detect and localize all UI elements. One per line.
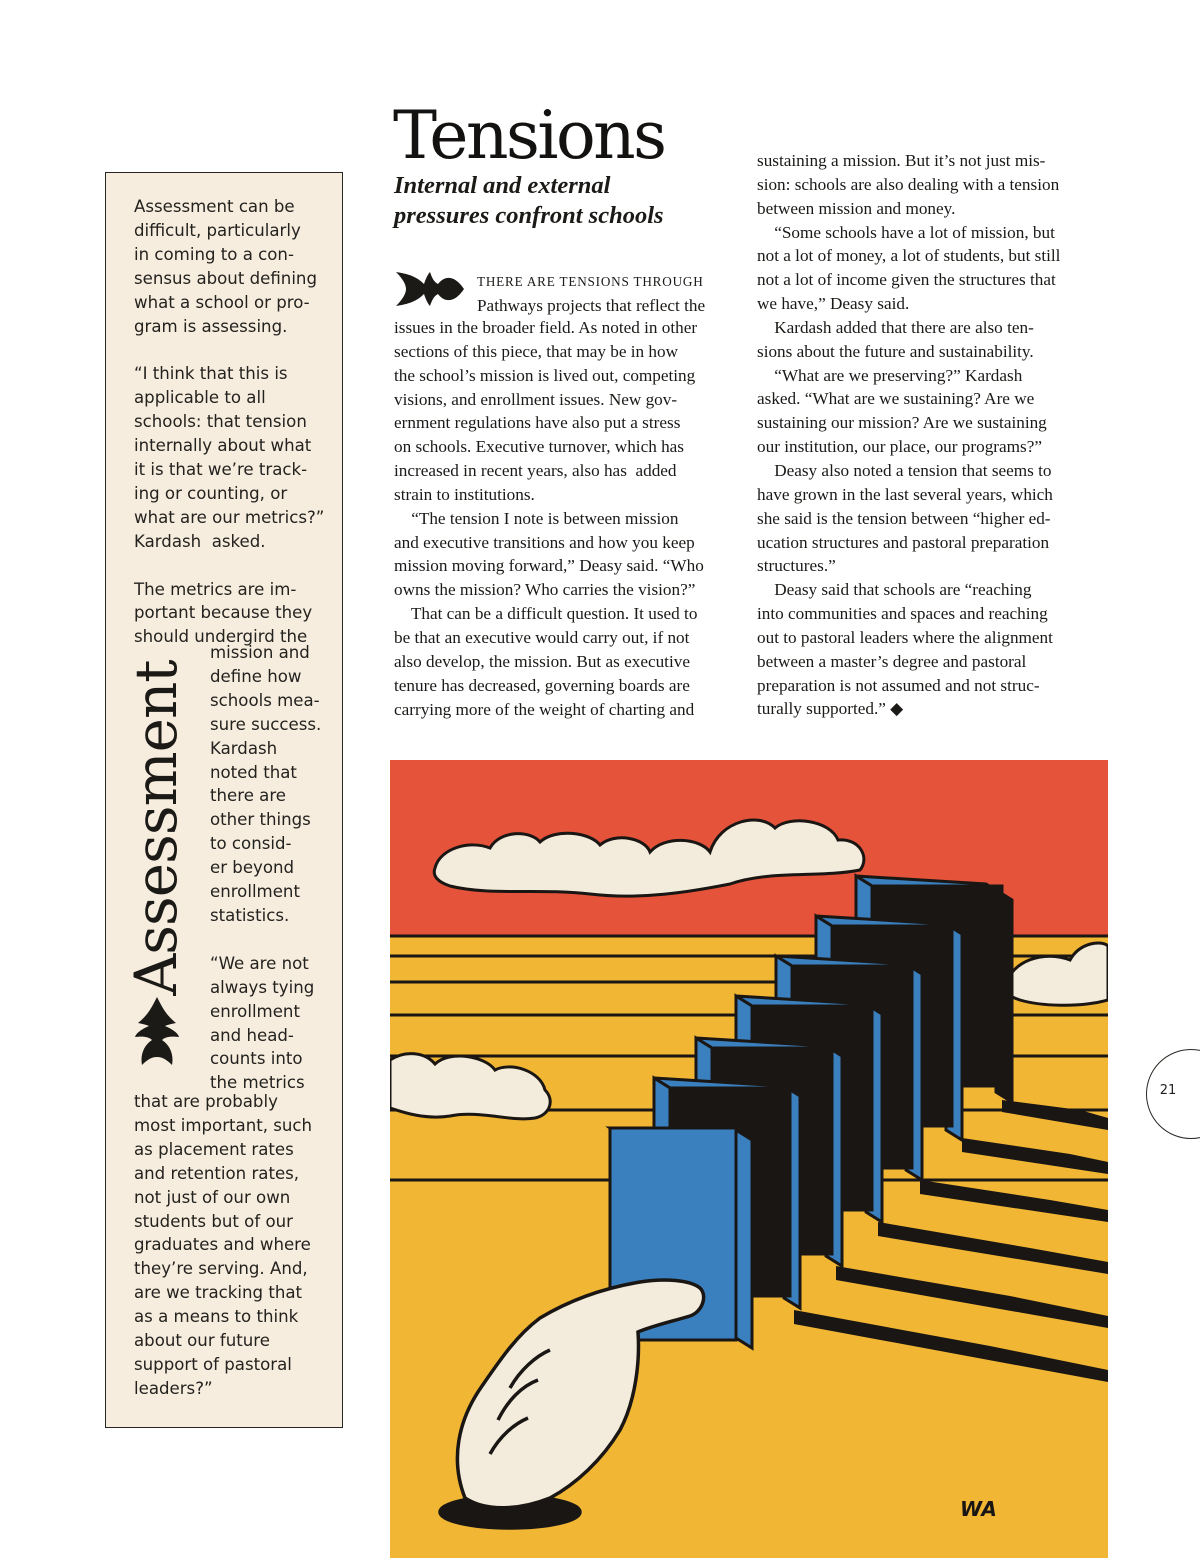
sidebar-text-top: Assessment can be difficult, particularly in coming to a con- sensus about defining what a school or pro- gram is assessing. “I think that this is applicable to all schools: that tension internally about what it is that we’re track- ing or counting, or what are our metrics?” Kardash asked. The metrics are im- portant because they should undergird the [134,197,325,647]
article-subtitle: Internal and external pressures confront schools [394,172,664,229]
page-number-tab [1146,1049,1200,1139]
lead-continuation: Pathways projects that reflect the [477,295,706,315]
article-lead [477,269,705,318]
article-column-2: sustaining a mission. But it’s not just mis- sion: schools are also dealing with a tension between mission and money. “Some schools have a lot of mission, but not a lot of money, a lot of students, but still not a lot of income given the structures that we have,” Deasy said. Kardash added that there are also ten- sions about the future and sustainability. “What are we preserving?” Kardash asked. “What are we sustaining? Are we sustaining our mission? Are we sustaining our institution, our place, our programs?” Deasy also noted a tension that seems to have grown in the last several years, which she said is the tension between “higher ed- ucation structures and pastoral preparation structures.” Deasy said that schools are “reaching into communities and spaces and reaching out to pastoral leaders where the alignment between a master’s degree and pastoral preparation is not assumed and not struc- turally supported.” ◆ [757,151,1061,719]
article-title: Tensions [393,97,665,174]
sidebar-title: Assessment [122,660,190,996]
arrow-ornament-icon [394,266,466,312]
arrow-ornament-icon [132,995,182,1067]
domino-hand-illustration [390,760,1108,1558]
assessment-sidebar [105,172,343,1428]
sidebar-text-bottom: that are probably most important, such as placement rates and retention rates, not just of our own students but of our graduates and where they’re serving. And, are we tracking that as a means to think about our future support of pastoral leaders?” [134,1092,313,1398]
article-column-1: issues in the broader field. As noted in other sections of this piece, that may be in how the school’s mission is lived out, competing visions, and enrollment issues. New gov- ernment regulations have also put a stress on schools. Executive turnover, which has increased in recent years, also has added strain to institutions. “The tension I note is between mission and executive transitions and how you keep mission moving forward,” Deasy said. “Who owns the mission? Who carries the vision?” That can be a difficult question. It used to be that an executive would carry out, if not also develop, the mission. But as executive tenure has decreased, governing boards are carrying more of the weight of charting and [394,318,704,719]
sidebar-vertical-title [122,660,190,996]
artist-signature: WA [960,1497,997,1521]
sidebar-text-narrow: mission and define how schools mea- sure success. Kardash noted that there are other things to consid- er beyond enrollment statistics. “We are not always tying enrollment and head- counts into the metrics [210,643,322,1093]
page-number: 21 [1159,1083,1177,1098]
lead-in-smallcaps: THERE ARE TENSIONS THROUGH [477,274,704,289]
